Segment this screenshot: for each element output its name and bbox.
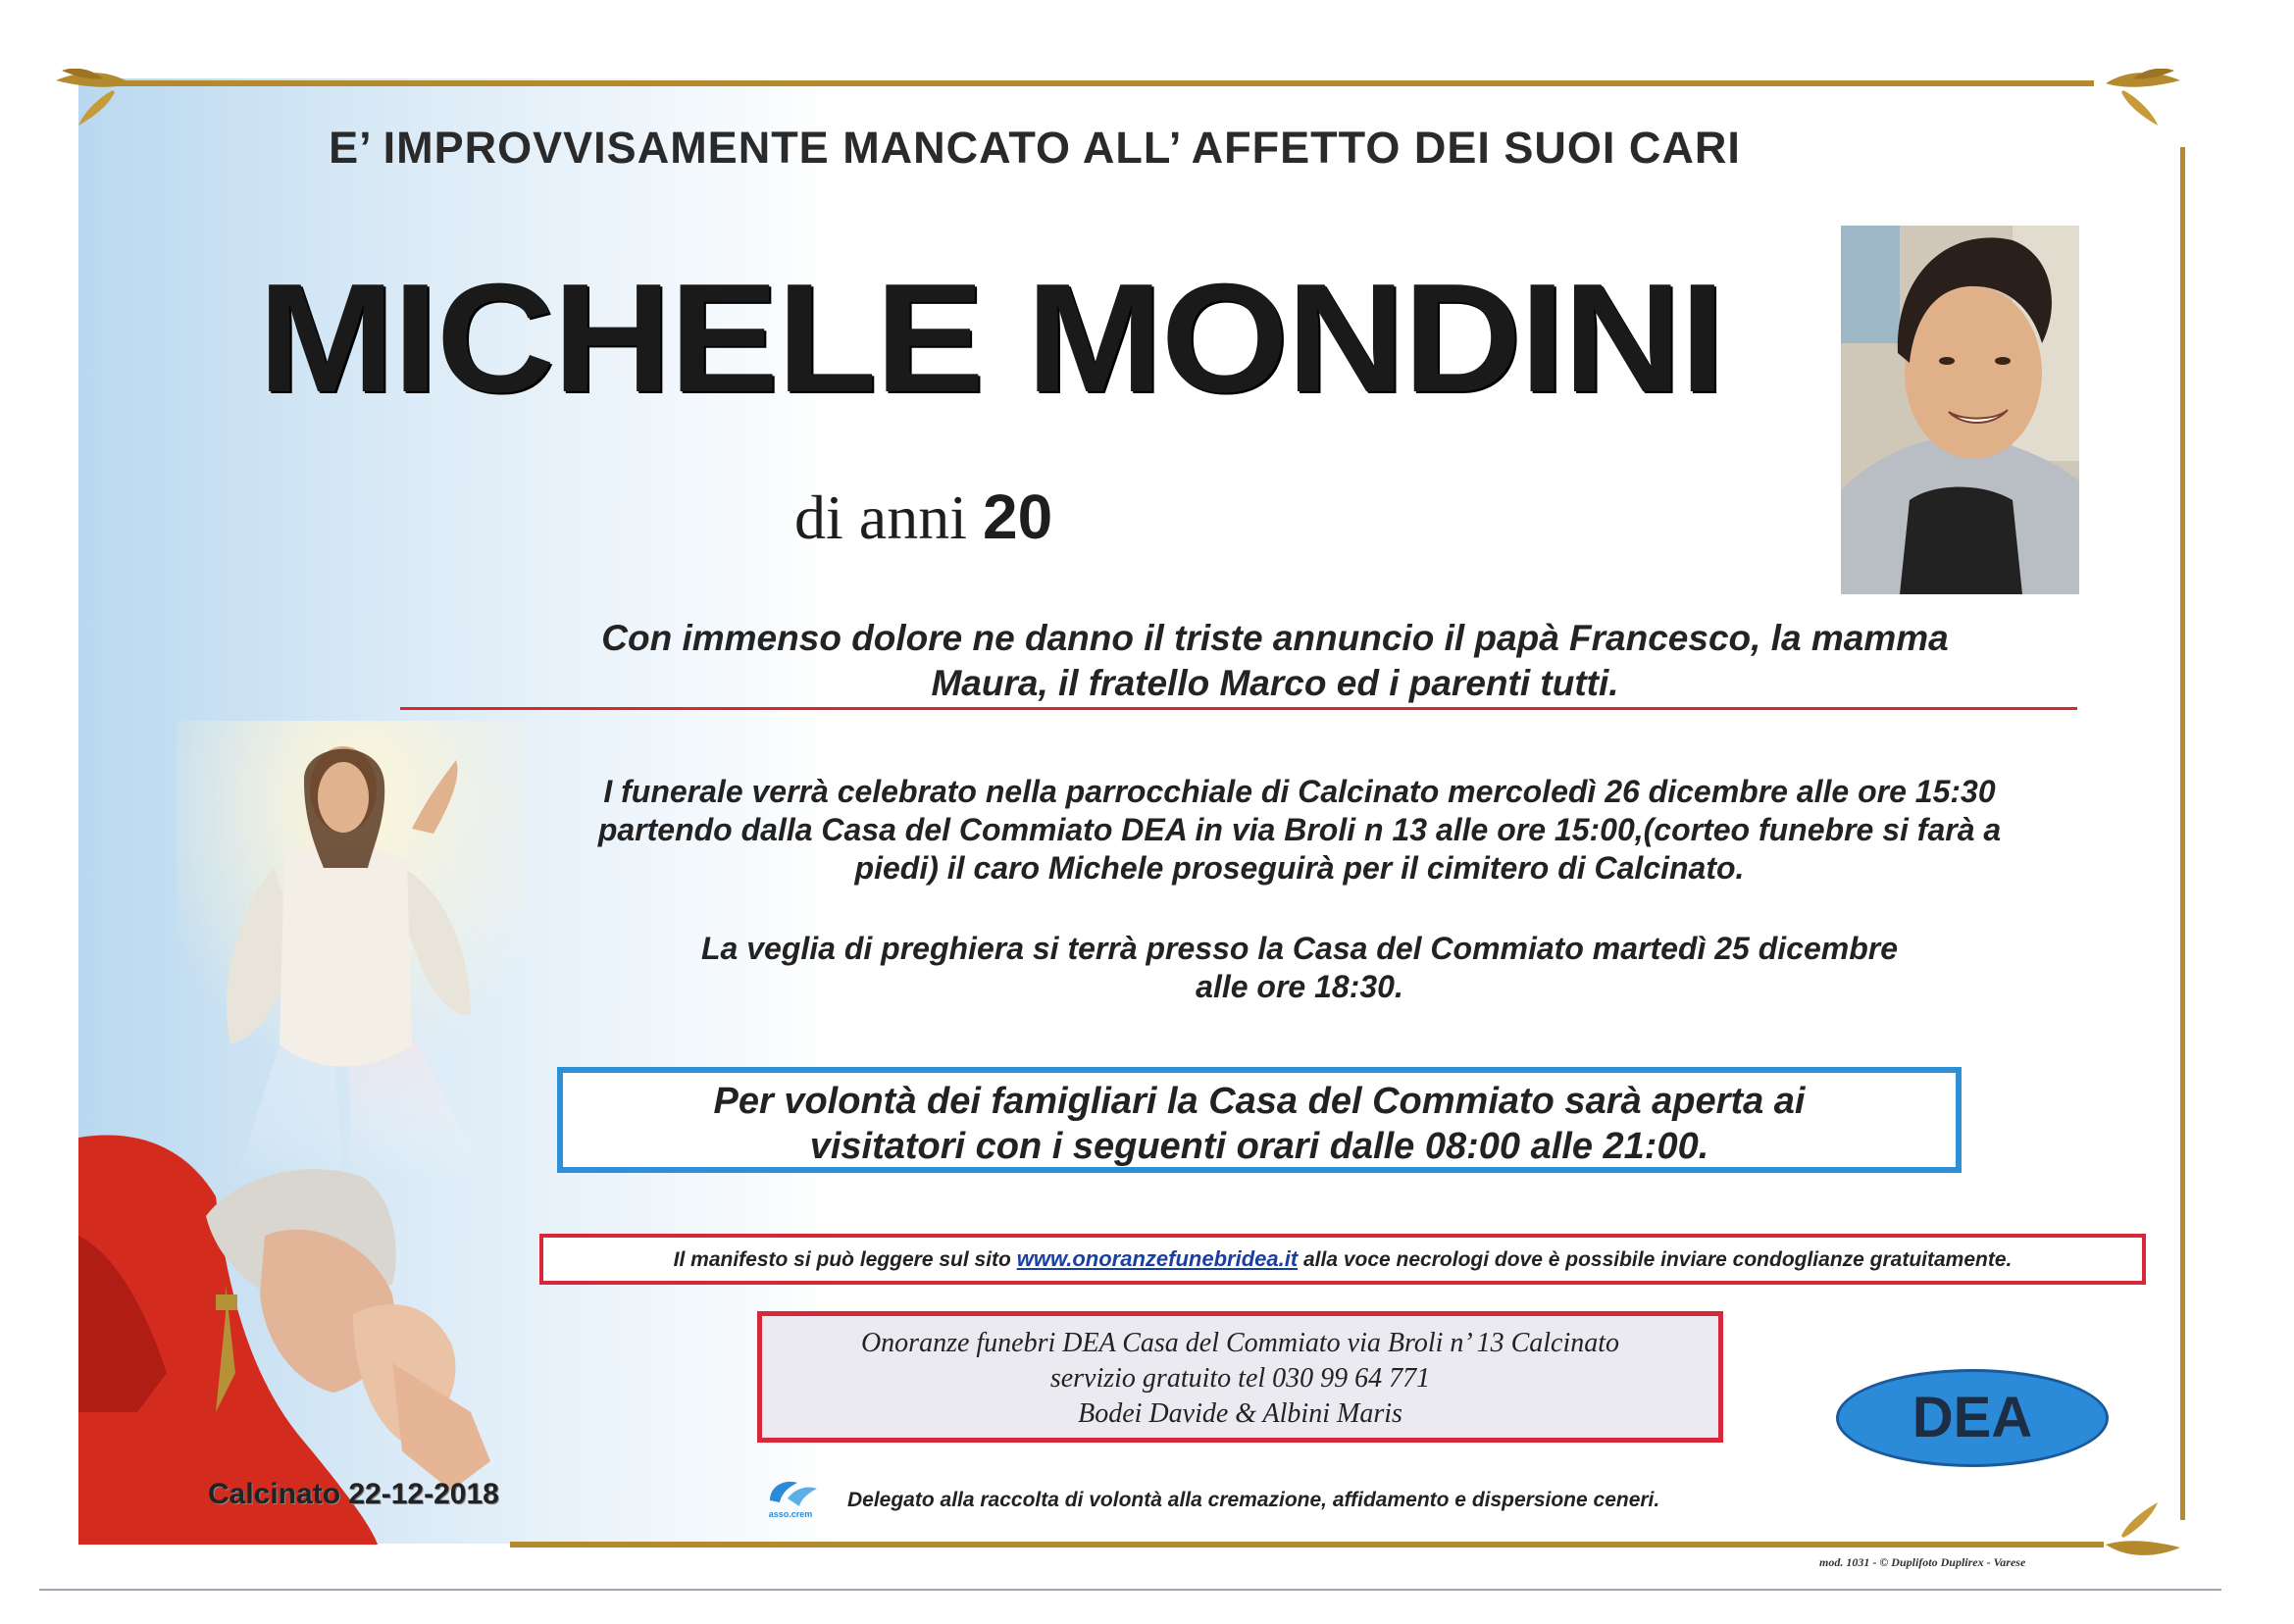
agency-box	[757, 1311, 1723, 1443]
agency-line-3: Bodei Davide & Albini Maris	[1078, 1398, 1402, 1429]
visiting-line-2: visitatori con i seguenti orari dalle 08:00 alle 21:00.	[809, 1126, 1709, 1167]
announcement-line-1: Con immenso dolore ne danno il triste annuncio il papà Francesco, la mamma	[601, 618, 1949, 658]
print-model-credit: mod. 1031 - © Duplifoto Duplirex - Varese	[1819, 1555, 2026, 1569]
agency-line-2: servizio gratuito tel 030 99 64 771	[1049, 1363, 1431, 1394]
funeral-line-1: I funerale verrà celebrato nella parrocchiale di Calcinato mercoledì 26 dicembre alle ore 15:30	[603, 774, 1996, 809]
headline: E’ IMPROVVISAMENTE MANCATO ALL’ AFFETTO DEI SUOI CARI	[329, 123, 1741, 173]
gold-frame-bottom	[510, 1542, 2104, 1548]
website-notice-box	[539, 1234, 2146, 1285]
footer-rule	[39, 1589, 2221, 1591]
asso-crem-logo-icon	[760, 1471, 821, 1520]
deceased-age	[794, 481, 1052, 554]
dea-logo: DEA	[1836, 1369, 2109, 1467]
vigil-details	[549, 930, 2050, 1006]
leaf-ornament-top-right-icon	[2104, 69, 2182, 127]
cremation-delegate-note: Delegato alla raccolta di volontà alla cremazione, affidamento e dispersione ceneri.	[847, 1489, 1660, 1511]
age-value: 20	[982, 482, 1053, 552]
vigil-line-2: alle ore 18:30.	[1196, 969, 1403, 1004]
funeral-details	[471, 773, 2128, 888]
red-divider	[400, 707, 2077, 710]
age-prefix: di anni	[794, 482, 967, 552]
announcement-line-2: Maura, il fratello Marco ed i parenti tutti.	[931, 663, 1619, 703]
funeral-line-3: piedi) il caro Michele proseguirà per il cimitero di Calcinato.	[854, 850, 1745, 886]
website-link[interactable]: www.onoranzefunebridea.it	[1016, 1246, 1299, 1271]
gold-frame-right	[2180, 147, 2185, 1520]
visiting-hours-box	[557, 1067, 1962, 1173]
asso-crem-text: asso.crem	[768, 1509, 813, 1519]
visiting-line-1: Per volontà dei famigliari la Casa del Commiato sarà aperta ai	[713, 1081, 1806, 1122]
announcement-text	[441, 616, 2109, 706]
leaf-ornament-bottom-right-icon	[2104, 1500, 2182, 1559]
funeral-line-2: partendo dalla Casa del Commiato DEA in via Broli n 13 alle ore 15:00,(corteo funebre si farà a	[597, 812, 2002, 847]
vigil-line-1: La veglia di preghiera si terrà presso la Casa del Commiato martedì 25 dicembre	[700, 931, 1899, 966]
agency-line-1: Onoranze funebri DEA Casa del Commiato via Broli n’ 13 Calcinato	[860, 1328, 1620, 1358]
website-notice-before: Il manifesto si può leggere sul sito	[673, 1248, 1017, 1271]
website-notice-after: alla voce necrologi dove è possibile inviare condoglianze gratuitamente.	[1298, 1248, 2013, 1271]
deceased-name: MICHELE MONDINI	[257, 252, 1724, 425]
place-date: Calcinato 22-12-2018	[208, 1478, 499, 1510]
portrait-photo	[1841, 226, 2079, 594]
gold-frame-top	[118, 80, 2094, 86]
leaf-ornament-top-left-icon	[54, 69, 132, 127]
